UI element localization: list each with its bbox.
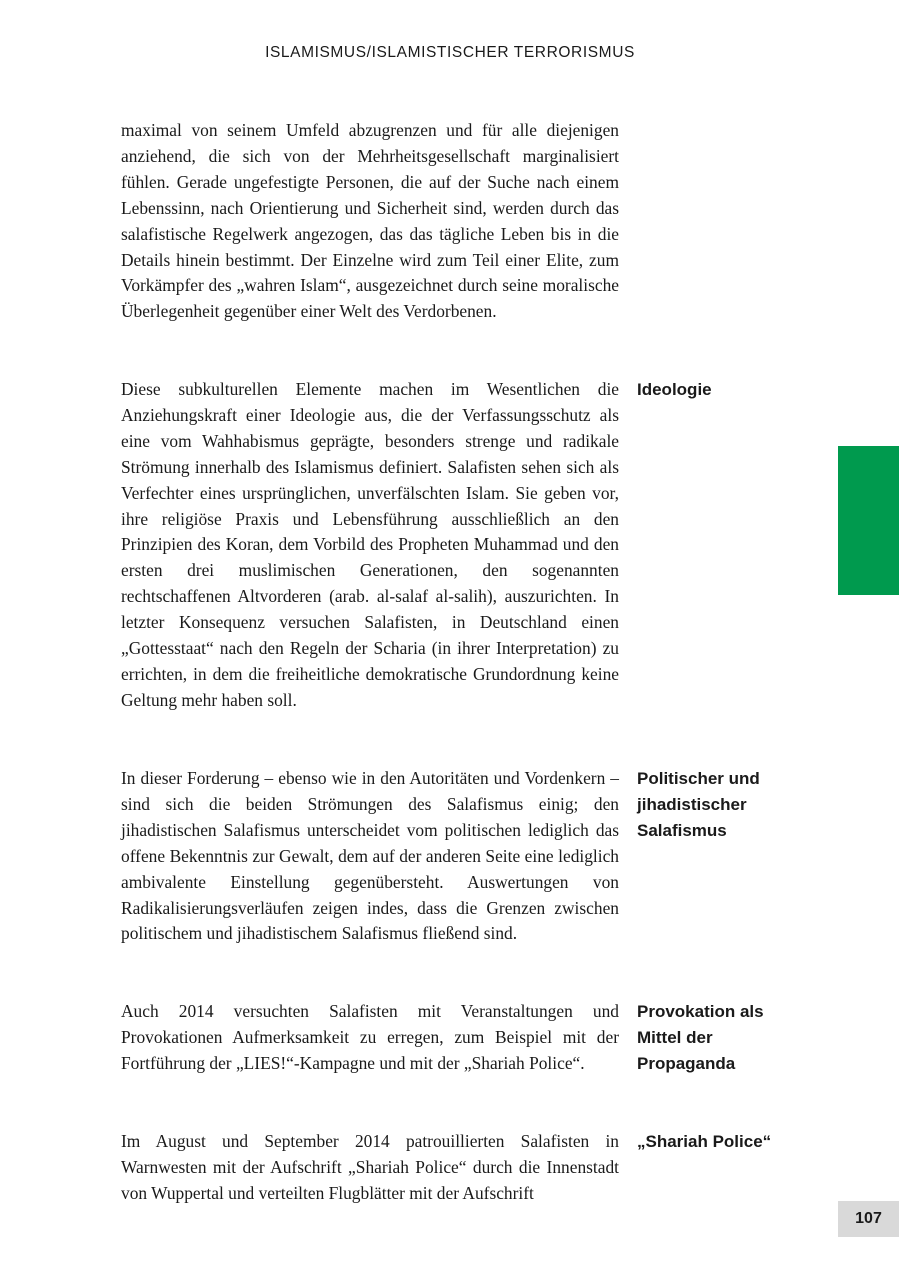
- margin-note-ideologie: Ideologie: [637, 380, 712, 399]
- paragraph-umfeld: maximal von seinem Umfeld abzugrenzen und für alle diejenigen anziehend, die sich von der Mehrheitsgesellschaft marginalisiert fühlen. Gerade ungefestigte Personen, die auf der Suche nach einem Lebenssinn, nach Orientierung und Sicherheit sind, werden durch das salafistische Regelwerk angezogen, das das tägliche Leben bis in die Details hinein bestimmt. Der Einzelne wird zum Teil einer Elite, zum Vorkämpfer des „wahren Islam“, ausgezeichnet durch seine moralische Überlegenheit gegenüber einer Welt des Verdorbenen.: [121, 120, 619, 322]
- margin-note-provokation: Provokation als Mittel der Propaganda: [637, 1002, 764, 1073]
- margin-note-salafismus: Politischer und jihadistischer Salafismus: [637, 769, 760, 840]
- section-tab-marker: [838, 446, 899, 595]
- paragraph-ideologie: Diese subkulturellen Elemente machen im Wesentlichen die Anziehungskraft einer Ideologie aus, die der Verfassungsschutz als eine vom Wahhabismus geprägte, besonders strenge und radikale Strömung innerhalb des Islamismus definiert. Salafisten sehen sich als Verfechter eines ursprünglichen, unverfälschten Islam. Sie geben vor, ihre religiöse Praxis und Lebensführung ausschließlich an den Prinzipien des Koran, dem Vorbild des Propheten Muhammad und den ersten drei muslimischen Generationen, den sogenannten rechtschaffenen Altvorderen (arab. al-salaf al-salih), auszurichten. In letzter Konsequenz versuchen Salafisten, in Deutschland einen „Gottesstaat“ nach den Regeln der Scharia (in ihrer Interpretation) zu errichten, in dem die freiheitliche demokratische Grundordnung keine Geltung mehr haben soll.: [121, 379, 619, 710]
- paragraph-stroemungen: In dieser Forderung – ebenso wie in den Autoritäten und Vordenkern – sind sich die beiden Strömungen des Salafismus einig; den jihadistischen Salafismus unterscheidet vom politischen lediglich das offene Bekenntnis zur Gewalt, dem auf der anderen Seite eine lediglich ambivalente Einstellung gegenübersteht. Auswertungen von Radikalisierungsverläufen zeigen indes, dass die Grenzen zwischen politischem und jihadistischem Salafismus fließend sind.: [121, 768, 619, 944]
- paragraph-shariah-police: Im August und September 2014 patrouillierten Salafisten in Warnwesten mit der Aufschrift „Shariah Police“ durch die Innenstadt von Wuppertal und verteilten Flugblätter mit der Aufschrift: [121, 1131, 619, 1203]
- running-header: ISLAMISMUS/ISLAMISTISCHER TERRORISMUS: [265, 44, 635, 61]
- paragraph-provokation: Auch 2014 versuchten Salafisten mit Veranstaltungen und Provokationen Aufmerksamkeit zu erregen, zum Beispiel mit der Fortführung der „LIES!“-Kampagne und mit der „Shariah Police“.: [121, 1001, 619, 1073]
- page-number: 107: [838, 1201, 899, 1237]
- margin-note-shariah-police: „Shariah Police“: [637, 1132, 772, 1151]
